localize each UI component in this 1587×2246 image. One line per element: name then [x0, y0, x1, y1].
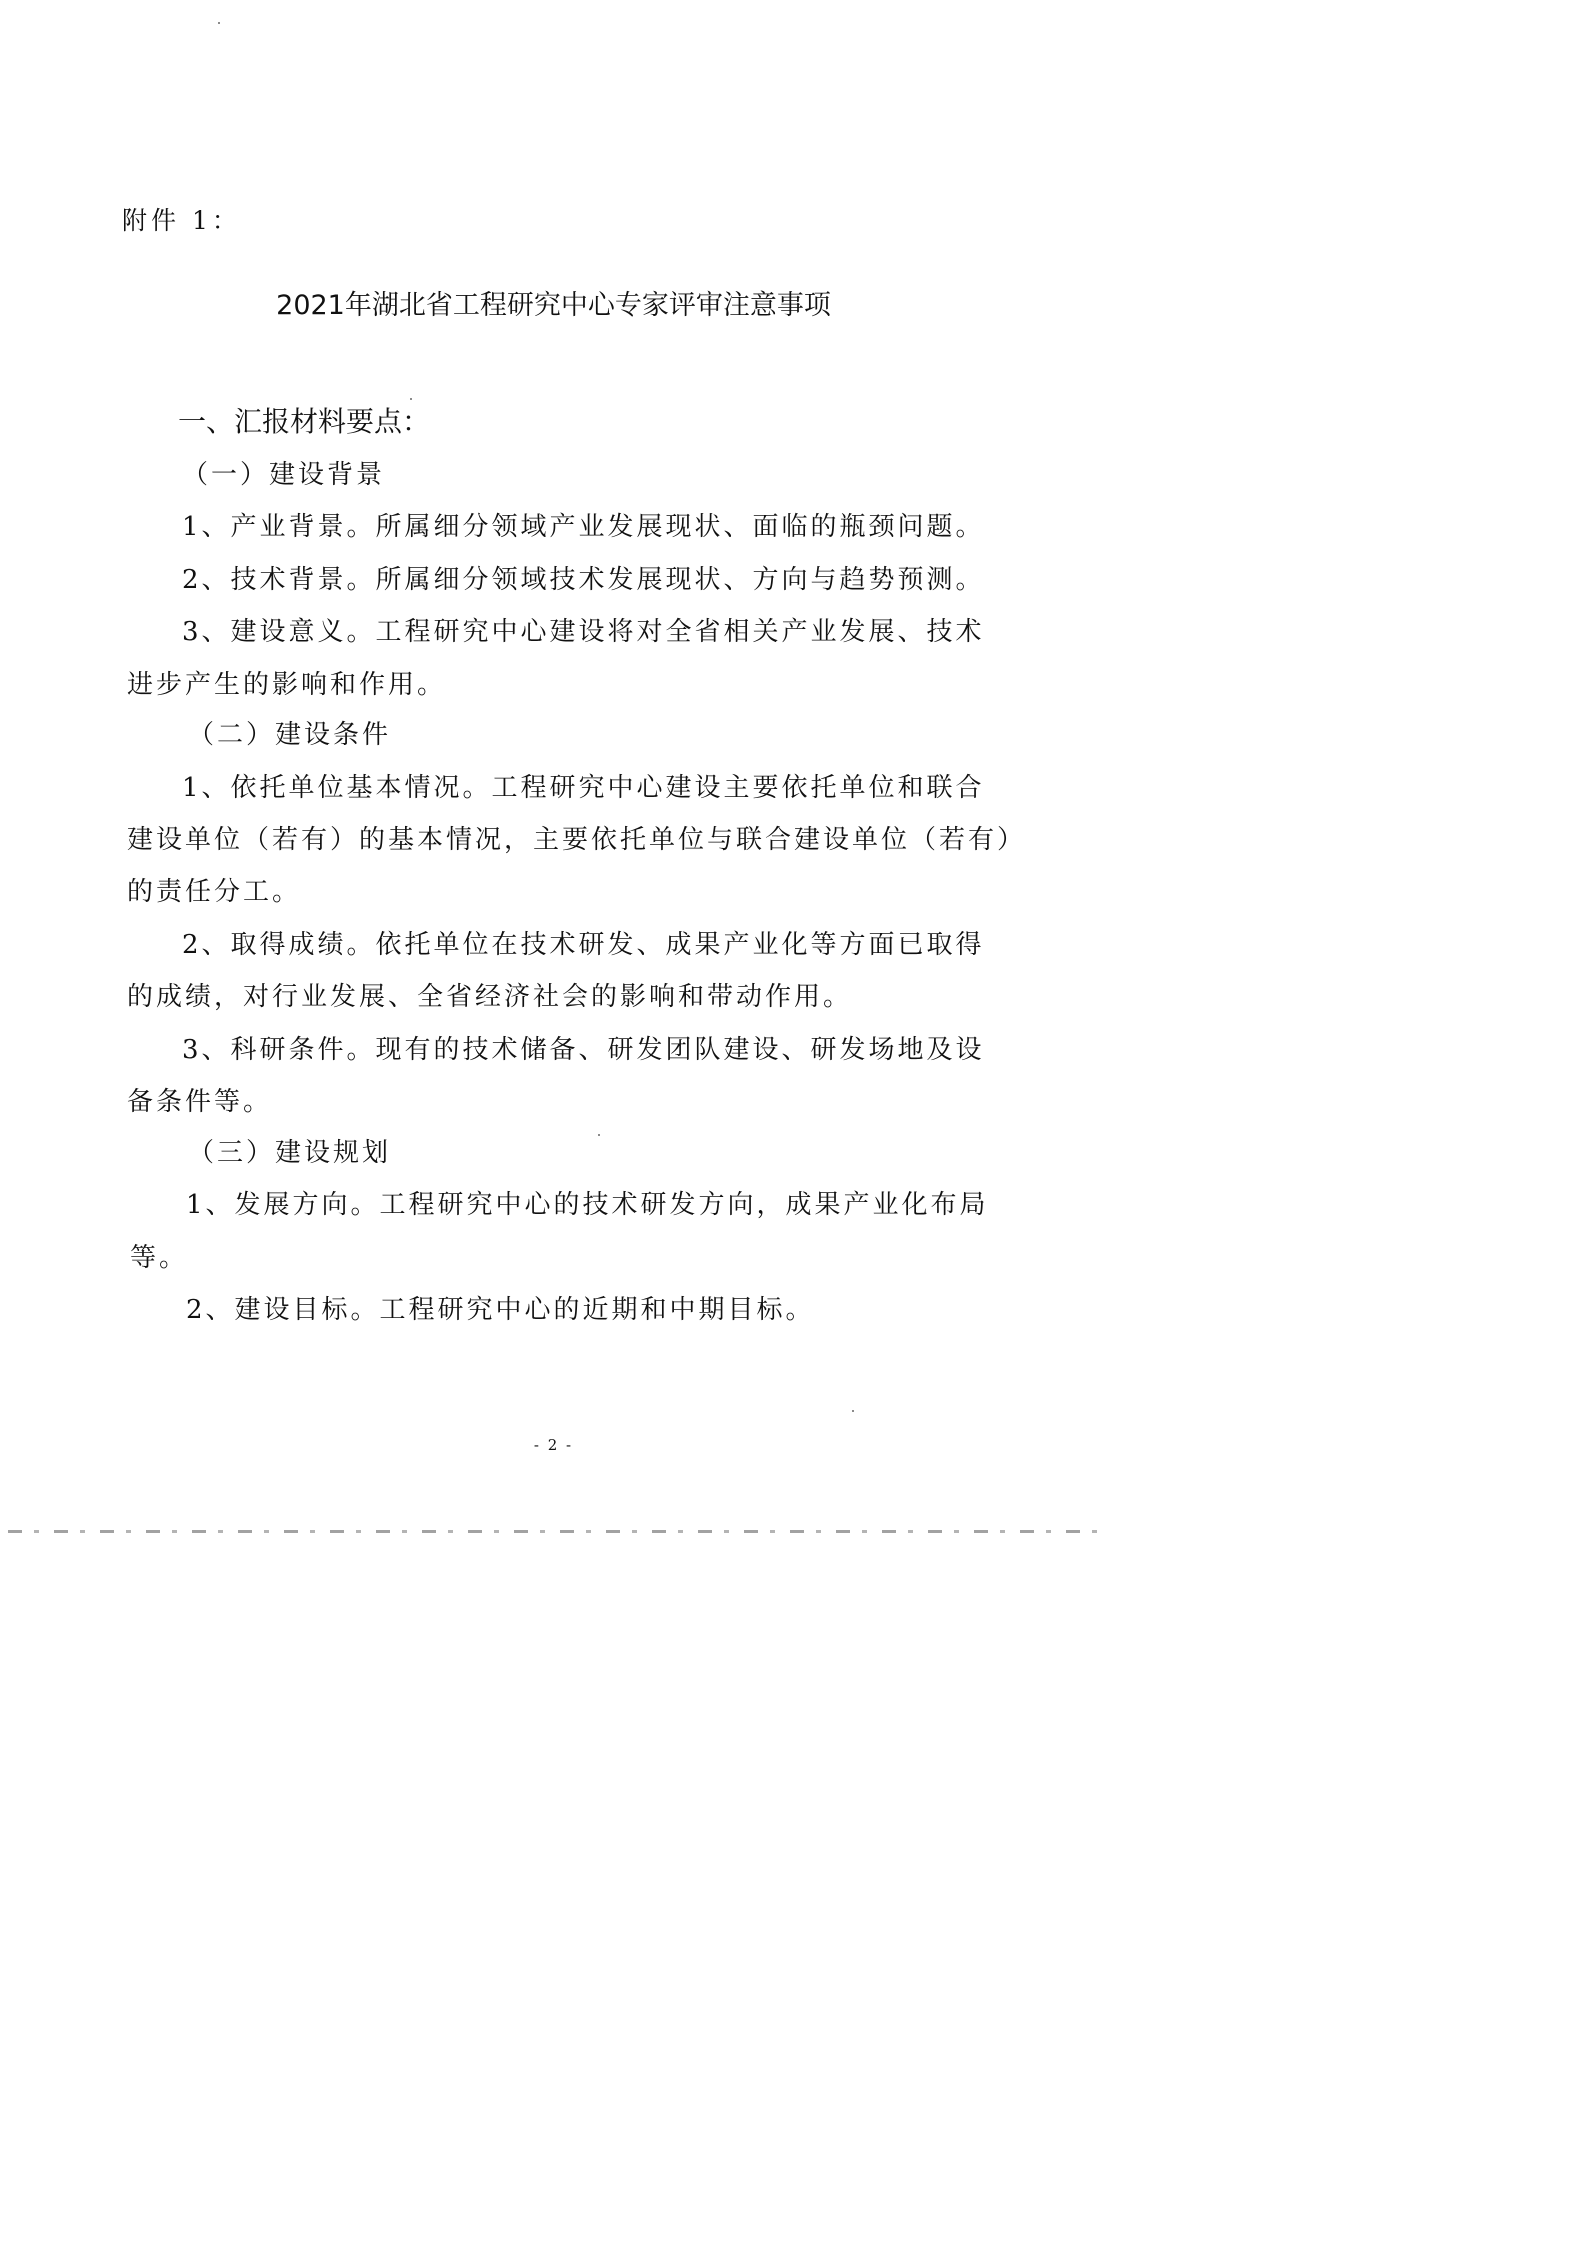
paragraph-line: 进步产生的影响和作用。: [127, 670, 447, 700]
paragraph-line: 2、技术背景。所属细分领域技术发展现状、方向与趋势预测。: [182, 565, 985, 595]
paragraph-line: 1、发展方向。工程研究中心的技术研发方向，成果产业化布局: [186, 1190, 989, 1220]
paragraph-line: 1、产业背景。所属细分领域产业发展现状、面临的瓶颈问题。: [182, 512, 985, 542]
paragraph-line: 建设单位（若有）的基本情况，主要依托单位与联合建设单位（若有）: [127, 825, 1027, 855]
paragraph-line: 备条件等。: [127, 1087, 273, 1117]
page-number: - 2 -: [533, 1436, 574, 1454]
paragraph-line: 2、建设目标。工程研究中心的近期和中期目标。: [186, 1295, 815, 1325]
scan-speck: [218, 22, 220, 24]
paragraph-line: 3、科研条件。现有的技术储备、研发团队建设、研发场地及设: [182, 1035, 985, 1065]
paragraph-line: 1、依托单位基本情况。工程研究中心建设主要依托单位和联合: [182, 773, 985, 803]
paragraph-line: 等。: [130, 1243, 189, 1273]
scan-speck: [852, 1410, 854, 1412]
section-heading: 一、汇报材料要点：: [178, 405, 431, 438]
subsection-heading: （二）建设条件: [188, 720, 392, 750]
paragraph-line: 的责任分工。: [127, 877, 302, 907]
scan-edge-artifact: [8, 1530, 1098, 1533]
scan-speck: [410, 398, 412, 400]
document-page: [0, 0, 1107, 1566]
attachment-label: 附件 1：: [122, 206, 241, 235]
paragraph-line: 2、取得成绩。依托单位在技术研发、成果产业化等方面已取得: [182, 930, 985, 960]
scan-speck: [598, 1134, 600, 1136]
subsection-heading: （一）建设背景: [182, 460, 386, 490]
document-title: 2021年湖北省工程研究中心专家评审注意事项: [276, 290, 831, 321]
paragraph-line: 3、建设意义。工程研究中心建设将对全省相关产业发展、技术: [182, 617, 985, 647]
paragraph-line: 的成绩，对行业发展、全省经济社会的影响和带动作用。: [127, 982, 853, 1012]
subsection-heading: （三）建设规划: [188, 1138, 392, 1168]
